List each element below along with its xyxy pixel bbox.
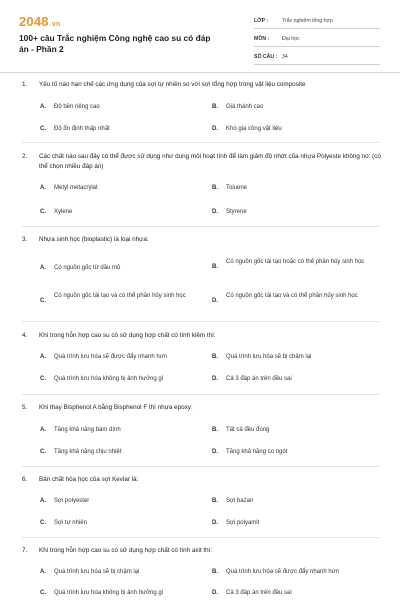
question-divider: [22, 226, 380, 227]
option-text: Độ bền riêng cao: [54, 104, 100, 110]
option-letter: C.: [40, 126, 46, 132]
option-c[interactable]: [40, 448, 208, 457]
question-divider: [22, 466, 380, 467]
option-letter: C.: [40, 376, 46, 382]
option-text: Sợi polyamit: [226, 520, 260, 526]
meta-row-subject: [254, 31, 380, 47]
option-a[interactable]: [40, 103, 200, 112]
meta-row-class: [254, 13, 380, 29]
option-b[interactable]: [212, 426, 380, 435]
option-text: Cả 3 đáp án trên đều sai: [226, 590, 292, 596]
question-text: Yếu tố nào hạn chế các ứng dụng của sợi tự nhiên so với sợi tổng hợp trong vật liệu composite: [39, 81, 306, 88]
meta-row-count: [254, 49, 380, 65]
question-number: 3.: [22, 236, 28, 243]
option-text: Toluene: [226, 185, 248, 191]
option-letter: D.: [212, 126, 218, 132]
header-divider: [0, 72, 400, 73]
option-c[interactable]: [40, 519, 208, 528]
option-a[interactable]: [40, 264, 200, 273]
question-text: Khi trong hỗn hợp cao su có sử dụng hợp chất có tính kiềm thì:: [39, 332, 216, 339]
option-d[interactable]: [212, 519, 380, 528]
option-text: Quá trình lưu hóa sẽ được đẩy nhanh hơn: [226, 569, 339, 575]
option-text: Metyl metacrylat: [54, 185, 98, 191]
option-letter: D.: [212, 298, 218, 304]
meta-key: LỚP :: [254, 17, 269, 24]
question-number: 4.: [22, 332, 28, 339]
option-letter: C.: [40, 298, 46, 304]
option-c[interactable]: [40, 589, 208, 598]
option-text: Giá thành cao: [226, 104, 264, 110]
option-letter: A.: [40, 569, 46, 575]
option-b[interactable]: [212, 353, 380, 362]
option-d[interactable]: [212, 375, 380, 384]
document-meta: [254, 13, 380, 67]
option-text: Quá trình lưu hóa không bị ảnh hưởng gì: [54, 376, 164, 382]
document-title: 100+ câu Trắc nghiệm Công nghệ cao su có đáp án - Phần 2: [19, 33, 211, 54]
question-number: 7.: [22, 547, 28, 554]
option-c[interactable]: [40, 292, 200, 306]
option-letter: C.: [40, 209, 46, 215]
option-letter: A.: [40, 354, 46, 360]
logo-tld: .vn: [49, 21, 61, 28]
option-text: Có nguồn gốc tái tạo và có thể phân hủy sinh học: [226, 293, 358, 299]
meta-value: Đại học: [282, 35, 300, 42]
question-text: Khi trong hỗn hợp cao su có sử dụng hợp chất có tính axit thì:: [39, 547, 213, 554]
option-c[interactable]: [40, 125, 200, 134]
document-header: [0, 0, 400, 72]
option-text: Sợi tự nhiên: [54, 520, 87, 526]
meta-value: 34: [282, 53, 288, 60]
option-letter: A.: [40, 185, 46, 191]
meta-key: SỐ CÂU :: [254, 53, 278, 60]
option-letter: A.: [40, 427, 46, 433]
question-number: 6.: [22, 476, 28, 483]
option-text: Sợi polyester: [54, 498, 90, 504]
option-a[interactable]: [40, 568, 208, 577]
option-c[interactable]: [40, 375, 208, 384]
option-letter: B.: [212, 569, 218, 575]
option-letter: A.: [40, 265, 46, 271]
option-text: Quá trình lưu hóa sẽ bị chậm lại: [226, 354, 312, 360]
option-letter: D.: [212, 520, 218, 526]
option-letter: B.: [212, 427, 218, 433]
option-d[interactable]: [212, 589, 380, 598]
option-letter: B.: [212, 185, 218, 191]
option-letter: C.: [40, 449, 46, 455]
option-text: Tăng khả năng chịu nhiệt: [54, 449, 122, 455]
option-letter: B.: [212, 354, 218, 360]
meta-value: Trắc nghiệm tổng hợp: [282, 17, 333, 24]
option-text: Tất cả đều đúng: [226, 427, 270, 433]
question-text: Các chất nào sau đây có thể được sử dụng như dung môi hoạt tính để làm giảm độ nhớt của nhựa Polyeste không no: (có thể chọn nhiều đáp án): [39, 153, 381, 170]
question-number: 1.: [22, 81, 28, 88]
question-number: 2.: [22, 153, 28, 160]
option-b[interactable]: [212, 184, 380, 193]
option-a[interactable]: [40, 426, 208, 435]
option-text: Khó gia công vật liệu: [226, 126, 282, 132]
option-d[interactable]: [212, 208, 380, 217]
option-b[interactable]: [212, 258, 380, 272]
option-letter: B.: [212, 104, 218, 110]
option-text: Xylene: [54, 209, 73, 215]
logo-text: 2048: [19, 14, 49, 29]
option-letter: D.: [212, 449, 218, 455]
option-letter: D.: [212, 209, 218, 215]
option-text: Tăng khả năng co ngót: [226, 449, 288, 455]
option-text: Sợi bazan: [226, 498, 254, 504]
option-text: Tăng khả năng bám dính: [54, 427, 121, 433]
option-letter: D.: [212, 590, 218, 596]
question-divider: [22, 321, 380, 322]
option-text: Styrene: [226, 209, 247, 215]
option-c[interactable]: [40, 208, 200, 217]
option-d[interactable]: [212, 292, 380, 306]
option-letter: D.: [212, 376, 218, 382]
meta-key: MÔN :: [254, 35, 270, 42]
question-divider: [22, 394, 380, 395]
site-logo[interactable]: [19, 14, 60, 29]
option-text: Có nguồn gốc tái tạo và có thể phân hủy sinh học: [54, 293, 186, 299]
option-b[interactable]: [212, 497, 380, 506]
option-text: Quá trình lưu hóa sẽ bị chậm lại: [54, 569, 140, 575]
option-b[interactable]: [212, 568, 380, 577]
option-a[interactable]: [40, 353, 208, 362]
option-text: Có nguồn gốc tái tạo hoặc có thể phân hủy sinh học: [226, 259, 365, 265]
question-text: Nhựa sinh học (bioplastic) là loại nhựa:: [39, 236, 149, 243]
option-letter: A.: [40, 498, 46, 504]
option-letter: B.: [212, 498, 218, 504]
question-text: Khi thay Bisphenol A bằng Bisphenol F thì nhựa epoxy:: [39, 404, 193, 411]
option-text: Có nguồn gốc từ dầu mỏ: [54, 265, 121, 271]
option-letter: C.: [40, 590, 46, 596]
option-a[interactable]: [40, 497, 208, 506]
option-d[interactable]: [212, 125, 380, 134]
option-text: Cả 3 đáp án trên đều sai: [226, 376, 292, 382]
option-text: Độ ổn định thấp nhất: [54, 126, 110, 132]
option-text: Quá trình lưu hóa không bị ảnh hưởng gì: [54, 590, 164, 596]
option-letter: B.: [212, 264, 218, 270]
option-b[interactable]: [212, 103, 380, 112]
option-text: Quá trình lưu hóa sẽ được đẩy nhanh hơn: [54, 354, 167, 360]
option-letter: C.: [40, 520, 46, 526]
question-number: 5.: [22, 404, 28, 411]
option-a[interactable]: [40, 184, 200, 193]
question-divider: [22, 537, 380, 538]
option-letter: A.: [40, 104, 46, 110]
option-d[interactable]: [212, 448, 380, 457]
question-text: Bản chất hóa học của sợi Kevlar là:: [39, 476, 139, 483]
question-divider: [22, 142, 380, 143]
